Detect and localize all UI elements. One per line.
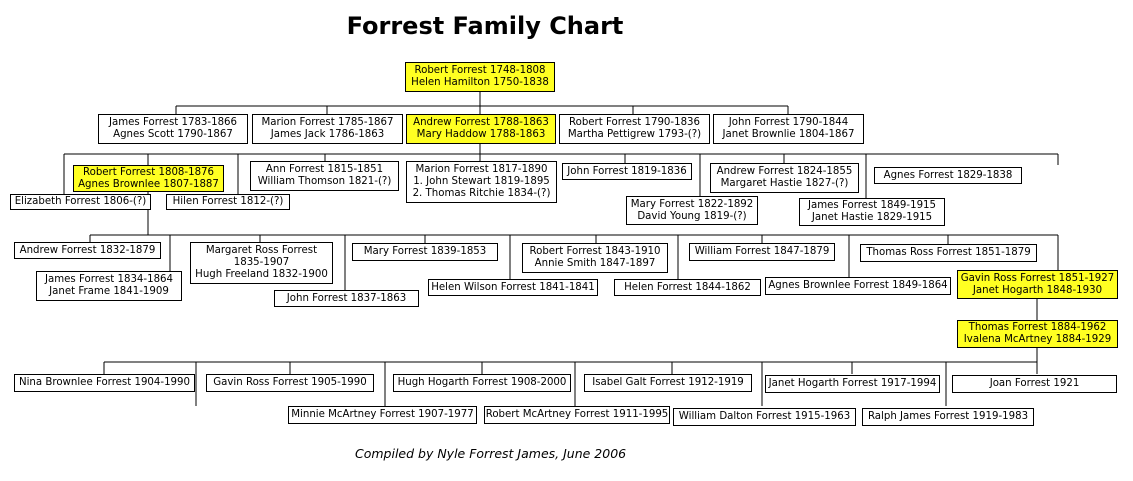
person-box [860,244,1037,262]
person-box [166,194,290,210]
person-name: Ralph James Forrest 1919-1983 [867,411,1029,422]
person-name: James Forrest 1783-1866 [108,117,238,128]
person-name: Isabel Galt Forrest 1912-1919 [592,377,744,388]
person-box [957,320,1118,348]
spouse-name: Ivalena McArtney 1884-1929 [963,334,1112,345]
person-box [274,290,419,307]
spouse-name: David Young 1819-(?) [637,210,747,222]
person-dates: 1835-1907 [233,257,290,268]
person-box [288,406,477,424]
person-box [406,161,557,203]
person-box [673,408,856,426]
person-name: John Forrest 1819-1836 [567,165,687,177]
person-box [405,62,555,92]
person-box [10,194,151,210]
person-box [713,114,864,144]
person-name: Helen Forrest 1844-1862 [624,281,751,293]
chart-title: Forrest Family Chart [346,12,624,40]
person-name: Agnes Brownlee Forrest 1849-1864 [768,280,948,291]
person-name: Marion Forrest 1785-1867 [261,117,394,128]
person-name: Janet Hogarth Forrest 1917-1994 [768,378,937,389]
person-box [952,375,1117,393]
spouse-name: Janet Brownlie 1804-1867 [722,129,855,140]
person-name: Mary Forrest 1839-1853 [363,246,487,257]
person-box [428,279,598,296]
person-name: Marion Forrest 1817-1890 [415,164,548,175]
person-box [206,374,374,392]
person-box [393,374,571,392]
person-box [626,196,758,225]
spouse-name: Janet Hogarth 1848-1930 [972,284,1103,296]
person-name: Robert McArtney Forrest 1911-1995 [485,409,669,420]
spouse-name: Agnes Scott 1790-1867 [113,129,233,140]
person-box [98,114,248,144]
person-name: Margaret Ross Forrest [205,245,318,256]
person-name: Minnie McArtney Forrest 1907-1977 [291,409,474,420]
person-box [36,271,182,301]
person-name: Andrew Forrest 1832-1879 [19,244,156,256]
person-box [957,270,1118,299]
spouse-name: James Jack 1786-1863 [270,129,385,140]
person-name: Andrew Forrest 1788-1863 [413,117,549,128]
person-box [14,242,161,259]
person-name: Hilen Forrest 1812-(?) [172,196,284,207]
spouse-name: Mary Haddow 1788-1863 [416,129,546,140]
person-name: William Dalton Forrest 1915-1963 [678,411,851,422]
person-box [352,243,498,261]
person-name: John Forrest 1837-1863 [286,292,407,304]
person-box [614,279,761,296]
person-box [190,242,333,284]
person-name: Gavin Ross Forrest 1851-1927 [960,272,1115,284]
person-name: Robert Forrest 1808-1876 [82,166,215,178]
person-name: Robert Forrest 1843-1910 [529,246,661,257]
spouse-name: Janet Frame 1841-1909 [49,286,169,297]
person-name: Hugh Hogarth Forrest 1908-2000 [397,377,567,388]
person-name: William Forrest 1847-1879 [694,246,830,257]
person-box [484,406,670,424]
person-name: Joan Forrest 1921 [989,378,1080,389]
spouse-name: Hugh Freeland 1832-1900 [195,269,328,280]
person-box [252,114,403,144]
person-name: Nina Brownlee Forrest 1904-1990 [18,377,190,388]
person-name: Mary Forrest 1822-1892 [630,198,754,210]
person-name: Thomas Forrest 1884-1962 [968,322,1107,333]
person-box [689,243,835,261]
person-box [522,243,668,273]
spouse-name: Agnes Brownlee 1807-1887 [78,178,219,190]
spouse-name: William Thomson 1821-(?) [257,176,392,187]
person-box [765,277,951,295]
person-box [250,161,399,191]
person-name: John Forrest 1790-1844 [728,117,849,128]
spouse-name: Helen Hamilton 1750-1838 [411,77,549,88]
person-box [799,198,945,226]
spouse-name: Martha Pettigrew 1793-(?) [567,129,702,140]
spouse-name: Janet Hastie 1829-1915 [811,212,933,223]
person-name: Robert Forrest 1790-1836 [568,117,701,128]
person-box [862,408,1034,426]
spouse-name: 2. Thomas Ritchie 1834-(?) [412,188,551,199]
person-name: Helen Wilson Forrest 1841-1841 [431,281,595,293]
person-name: Ann Forrest 1815-1851 [265,164,384,175]
person-box [14,374,195,392]
spouse-name: 1. John Stewart 1819-1895 [413,176,550,187]
person-name: Gavin Ross Forrest 1905-1990 [213,377,367,388]
spouse-name: Margaret Hastie 1827-(?) [720,178,849,189]
person-name: Andrew Forrest 1824-1855 [716,166,853,177]
person-box [406,114,556,144]
person-box [874,167,1022,184]
person-box [584,374,752,392]
person-box [562,163,692,180]
person-name: James Forrest 1849-1915 [807,200,937,211]
person-box [559,114,710,144]
person-box [765,375,940,393]
person-name: James Forrest 1834-1864 [44,274,174,285]
person-name: Elizabeth Forrest 1806-(?) [14,196,147,207]
person-name: Thomas Ross Forrest 1851-1879 [866,247,1031,258]
person-box [73,165,224,192]
person-box [710,163,859,193]
compiler-credit: Compiled by Nyle Forrest James, June 2006 [355,446,627,461]
spouse-name: Annie Smith 1847-1897 [534,258,656,269]
person-name: Agnes Forrest 1829-1838 [883,169,1013,181]
person-name: Robert Forrest 1748-1808 [414,65,546,76]
